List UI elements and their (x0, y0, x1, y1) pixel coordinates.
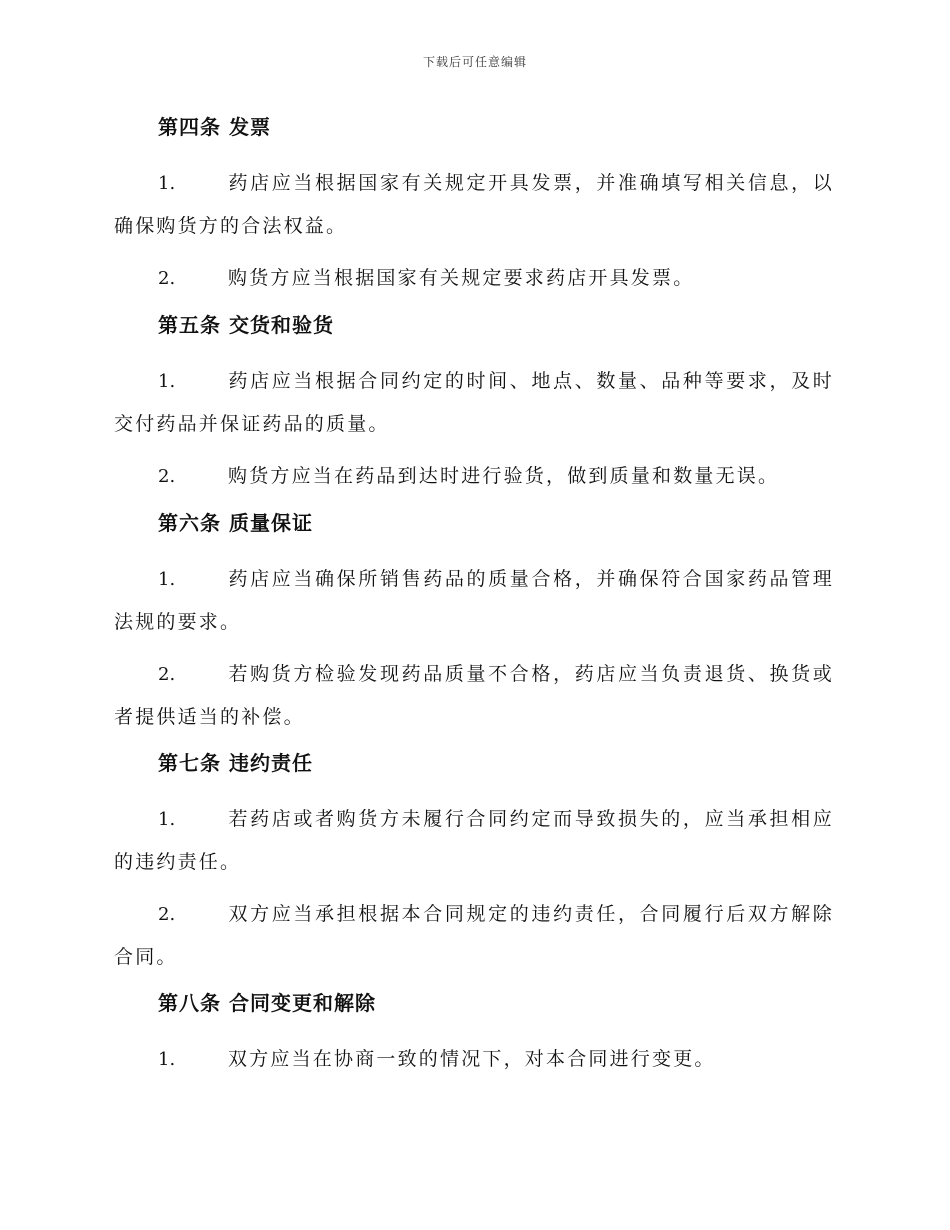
clause-text: 药店应当根据国家有关规定开具发票，并准确填写相关信息，以确保购货方的合法权益。 (114, 172, 834, 237)
clause-number: 1. (158, 371, 176, 392)
clause (114, 798, 834, 883)
clause-text: 双方应当承担根据本合同规定的违约责任，合同履行后双方解除合同。 (114, 903, 834, 968)
clause-number: 2. (158, 904, 176, 925)
clause-number: 1. (158, 1049, 176, 1070)
clause (114, 360, 834, 445)
section-heading: 第六条 质量保证 (158, 511, 313, 535)
clause (114, 558, 834, 643)
section-heading: 第五条 交货和验货 (158, 313, 334, 337)
clause-text: 双方应当在协商一致的情况下，对本合同进行变更。 (228, 1048, 716, 1070)
section-heading: 第七条 违约责任 (158, 751, 313, 775)
clause-number: 2. (158, 466, 176, 487)
clause-number: 1. (158, 809, 176, 830)
clause-number: 1. (158, 173, 176, 194)
clause (114, 162, 834, 247)
clause-text: 购货方应当根据国家有关规定要求药店开具发票。 (228, 267, 695, 289)
clause (114, 653, 834, 738)
section-heading: 第八条 合同变更和解除 (158, 991, 376, 1015)
clause-number: 2. (158, 664, 176, 685)
document-body (114, 112, 834, 1081)
clause-text: 若购货方检验发现药品质量不合格，药店应当负责退货、换货或者提供适当的补偿。 (114, 663, 834, 728)
clause-text: 药店应当根据合同约定的时间、地点、数量、品种等要求，及时交付药品并保证药品的质量。 (114, 370, 834, 435)
clause (114, 455, 834, 498)
clause-text: 药店应当确保所销售药品的质量合格，并确保符合国家药品管理法规的要求。 (114, 568, 834, 633)
header-note: 下载后可任意编辑 (422, 55, 527, 69)
clause-number: 2. (158, 268, 176, 289)
clause-number: 1. (158, 569, 176, 590)
clause-text: 购货方应当在药品到达时进行验货，做到质量和数量无误。 (228, 465, 780, 487)
clause (114, 257, 834, 300)
clause-text: 若药店或者购货方未履行合同约定而导致损失的，应当承担相应的违约责任。 (114, 808, 834, 873)
clause (114, 893, 834, 978)
clause (114, 1038, 834, 1081)
section-heading: 第四条 发票 (158, 115, 271, 139)
